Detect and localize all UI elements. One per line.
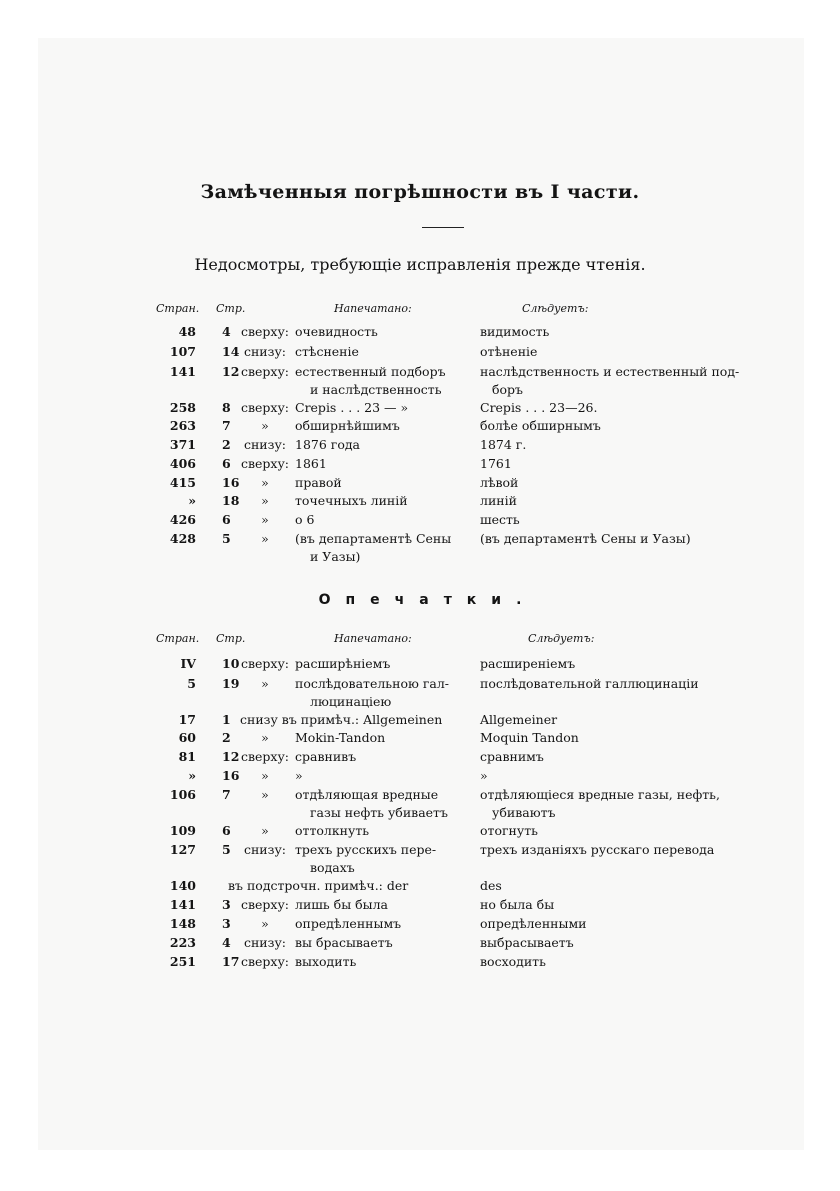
header-page: Стран.: [156, 302, 200, 315]
errata-line: 6: [222, 512, 231, 527]
errata-printed: снизу въ примѣч.: Allgemeinen: [240, 712, 443, 727]
errata-page: 148: [169, 916, 196, 931]
errata-page: »: [188, 493, 196, 508]
errata-printed: стѣсненіе: [295, 344, 359, 359]
errata-read: линій: [480, 493, 517, 508]
errata-line: 8: [222, 400, 231, 415]
errata-line: 10: [222, 656, 240, 671]
errata-where: снизу:: [243, 842, 287, 857]
errata-page: 428: [169, 531, 196, 546]
section2-heading: Опечатки.: [318, 592, 537, 608]
errata-printed: оттолкнуть: [295, 823, 370, 838]
errata-line: 7: [222, 418, 231, 433]
errata-page: 5: [187, 676, 196, 691]
errata-page: 140: [169, 878, 196, 893]
errata-page: 81: [178, 749, 196, 764]
errata-printed: въ подстрочн. примѣч.: der: [228, 878, 409, 893]
errata-line: 2: [222, 437, 231, 452]
errata-page: 17: [178, 712, 196, 727]
errata-read: отогнуть: [480, 823, 538, 838]
errata-printed: сравнивъ: [295, 749, 357, 764]
errata-read: des: [480, 878, 502, 893]
errata-printed: отдѣляющая вредные: [295, 787, 439, 802]
errata-printed: Crepis . . . 23 — »: [295, 400, 409, 415]
errata-where: снизу:: [243, 344, 287, 359]
errata-read: лѣвой: [480, 475, 519, 490]
errata-line: 6: [222, 823, 231, 838]
errata-line: 3: [222, 897, 231, 912]
errata-printed-cont: люцинаціею: [310, 694, 392, 709]
errata-line: 6: [222, 456, 231, 471]
errata-page: 106: [169, 787, 196, 802]
errata-where: »: [261, 493, 269, 508]
errata-page: »: [188, 768, 196, 783]
errata-page: 263: [169, 418, 196, 433]
errata-page: 60: [178, 730, 196, 745]
errata-printed-cont: газы нефть убиваетъ: [310, 805, 448, 820]
header-line: Стр.: [216, 632, 246, 645]
errata-read: 1761: [480, 456, 512, 471]
errata-printed-cont: и наслѣдственность: [310, 382, 442, 397]
errata-where: »: [261, 916, 269, 931]
errata-where: »: [261, 787, 269, 802]
errata-where: »: [261, 475, 269, 490]
errata-where: »: [261, 531, 269, 546]
errata-read: (въ департаментѣ Сены и Уазы): [480, 531, 691, 546]
errata-where: »: [261, 676, 269, 691]
errata-page: 141: [169, 364, 196, 379]
errata-read: наслѣдственность и естественный под-: [480, 364, 740, 379]
errata-line: 16: [222, 768, 240, 783]
errata-read-cont: боръ: [492, 382, 524, 397]
errata-line: 12: [222, 364, 240, 379]
errata-read: отѣненіе: [480, 344, 538, 359]
errata-printed: »: [295, 768, 303, 783]
errata-printed: Mokin-Tandon: [295, 730, 386, 745]
errata-read: Moquin Tandon: [480, 730, 579, 745]
section1-heading: Недосмотры, требующіе исправленія прежде чтенія.: [194, 255, 646, 274]
errata-read: Crepis . . . 23—26.: [480, 400, 598, 415]
errata-line: 3: [222, 916, 231, 931]
errata-line: 4: [222, 935, 231, 950]
errata-printed: правой: [295, 475, 342, 490]
errata-page: 109: [169, 823, 196, 838]
errata-printed: выходить: [295, 954, 357, 969]
errata-read: отдѣляющіеся вредные газы, нефть,: [480, 787, 720, 802]
errata-where: снизу:: [243, 935, 287, 950]
errata-page: 415: [169, 475, 196, 490]
errata-read: видимость: [480, 324, 550, 339]
header-page: Стран.: [156, 632, 200, 645]
errata-printed: естественный подборъ: [295, 364, 446, 379]
errata-where: снизу:: [243, 437, 287, 452]
errata-printed: точечныхъ линій: [295, 493, 408, 508]
errata-line: 18: [222, 493, 240, 508]
errata-read-cont: убиваютъ: [492, 805, 556, 820]
errata-printed-cont: водахъ: [310, 860, 355, 875]
errata-where: »: [261, 823, 269, 838]
errata-printed: трехъ русскихъ пере-: [295, 842, 437, 857]
errata-printed: о 6: [295, 512, 315, 527]
errata-read: трехъ изданіяхъ русскаго перевода: [480, 842, 715, 857]
errata-page: 48: [178, 324, 196, 339]
errata-page: IV: [180, 656, 196, 671]
errata-page: 127: [169, 842, 196, 857]
errata-where: »: [261, 730, 269, 745]
errata-page: 107: [169, 344, 196, 359]
errata-printed: лишь бы была: [295, 897, 388, 912]
errata-read: 1874 г.: [480, 437, 527, 452]
errata-page: 223: [169, 935, 196, 950]
errata-where: сверху:: [240, 954, 290, 969]
errata-printed: 1876 года: [295, 437, 361, 452]
page-title: Замѣченныя погрѣшности въ I части.: [200, 181, 640, 203]
errata-read: выбрасываетъ: [480, 935, 574, 950]
errata-where: сверху:: [240, 897, 290, 912]
errata-page: 141: [169, 897, 196, 912]
header-read: Слѣдуетъ:: [522, 302, 589, 315]
errata-where: сверху:: [240, 364, 290, 379]
errata-line: 1: [222, 712, 231, 727]
errata-line: 5: [222, 531, 231, 546]
errata-read: болѣе обширнымъ: [480, 418, 601, 433]
errata-printed: расширѣніемъ: [295, 656, 391, 671]
errata-page: 258: [169, 400, 196, 415]
errata-read: послѣдовательной галлюцинаціи: [480, 676, 699, 691]
errata-read: шесть: [480, 512, 520, 527]
errata-line: 2: [222, 730, 231, 745]
errata-line: 4: [222, 324, 231, 339]
header-printed: Напечатано:: [334, 302, 412, 315]
errata-line: 7: [222, 787, 231, 802]
errata-printed: 1861: [295, 456, 327, 471]
header-line: Стр.: [216, 302, 246, 315]
errata-read: но была бы: [480, 897, 555, 912]
errata-read: расширеніемъ: [480, 656, 576, 671]
header-printed: Напечатано:: [334, 632, 412, 645]
errata-read: опредѣленными: [480, 916, 587, 931]
errata-where: »: [261, 512, 269, 527]
errata-printed: послѣдовательною гал-: [295, 676, 449, 691]
errata-page: 406: [169, 456, 196, 471]
errata-where: »: [261, 768, 269, 783]
errata-line: 12: [222, 749, 240, 764]
errata-printed: обширнѣйшимъ: [295, 418, 400, 433]
errata-read: сравнимъ: [480, 749, 544, 764]
errata-line: 5: [222, 842, 231, 857]
errata-where: сверху:: [240, 324, 290, 339]
errata-line: 19: [222, 676, 240, 691]
errata-where: сверху:: [240, 456, 290, 471]
errata-printed: опредѣленнымъ: [295, 916, 402, 931]
errata-where: »: [261, 418, 269, 433]
errata-where: сверху:: [240, 400, 290, 415]
errata-read: Allgemeiner: [480, 712, 558, 727]
errata-where: сверху:: [240, 749, 290, 764]
errata-printed-cont: и Уазы): [310, 549, 361, 564]
errata-printed: очевидность: [295, 324, 378, 339]
errata-page: 251: [169, 954, 196, 969]
title-divider: [422, 227, 464, 228]
errata-where: сверху:: [240, 656, 290, 671]
header-read: Слѣдуетъ:: [528, 632, 595, 645]
errata-line: 17: [222, 954, 240, 969]
errata-line: 16: [222, 475, 240, 490]
errata-read: »: [480, 768, 488, 783]
errata-read: восходить: [480, 954, 546, 969]
errata-page: 426: [169, 512, 196, 527]
errata-printed: (въ департаментѣ Сены: [295, 531, 452, 546]
errata-printed: вы брасываетъ: [295, 935, 393, 950]
errata-line: 14: [222, 344, 240, 359]
errata-page: 371: [169, 437, 196, 452]
